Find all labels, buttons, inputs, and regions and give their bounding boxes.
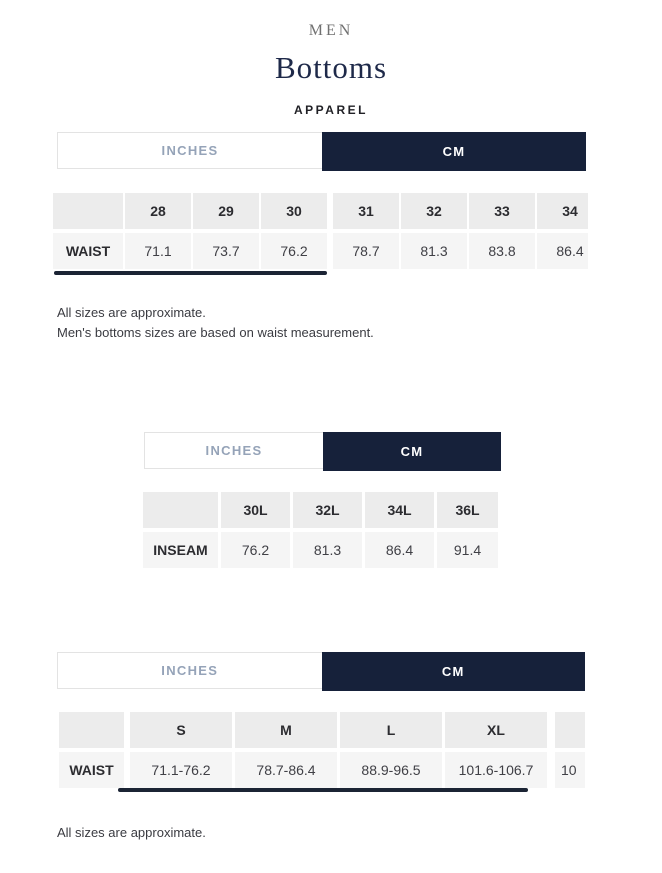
value-cell: 78.7 <box>333 233 399 269</box>
cm-tab-label: CM <box>441 664 465 679</box>
corner-cell <box>53 193 123 229</box>
column-header-cell: 30 <box>261 193 327 229</box>
cm-tab[interactable] <box>322 652 586 691</box>
column-header-cell: S <box>130 712 232 748</box>
horizontal-scrollbar[interactable] <box>54 271 327 275</box>
value-cell: 78.7-86.4 <box>235 752 337 788</box>
waist-size-table-viewport <box>53 193 588 269</box>
letter-size-table <box>59 712 585 788</box>
inches-tab-label: INCHES <box>161 663 219 678</box>
value-cell: 86.4 <box>537 233 588 269</box>
table-header-row <box>143 492 498 528</box>
unit-toggle-waist-sizes <box>57 132 586 169</box>
inches-tab-label: INCHES <box>205 443 263 458</box>
column-header-cell: XL <box>445 712 547 748</box>
table-data-row <box>143 532 498 568</box>
value-cell: 83.8 <box>469 233 535 269</box>
value-cell: 91.4 <box>437 532 498 568</box>
row-label-cell: WAIST <box>59 752 124 788</box>
table-data-row <box>53 233 588 269</box>
footnote-approximate: All sizes are approximate. <box>57 825 206 840</box>
value-cell: 71.1 <box>125 233 191 269</box>
value-cell: 73.7 <box>193 233 259 269</box>
column-header-cell: 29 <box>193 193 259 229</box>
row-label-cell: WAIST <box>53 233 123 269</box>
letter-size-table-viewport <box>59 712 585 788</box>
column-header-cell: 33 <box>469 193 535 229</box>
value-cell: 76.2 <box>261 233 327 269</box>
cm-tab[interactable] <box>322 132 586 171</box>
value-cell: 88.9-96.5 <box>340 752 442 788</box>
inseam-table <box>143 492 498 568</box>
category-eyebrow: MEN <box>308 22 354 39</box>
value-cell: 10 <box>555 752 585 788</box>
value-cell: 81.3 <box>401 233 467 269</box>
apparel-label: APPAREL <box>294 103 368 117</box>
table-header-row <box>53 193 588 229</box>
column-header-cell: L <box>340 712 442 748</box>
page-title: Bottoms <box>274 50 388 85</box>
footnote-waist-measurement: Men's bottoms sizes are based on waist measurement. <box>57 325 374 340</box>
inches-tab-label: INCHES <box>161 143 219 158</box>
value-cell: 76.2 <box>221 532 290 568</box>
table-header-row <box>59 712 585 748</box>
table-data-row <box>59 752 585 788</box>
cm-tab[interactable] <box>323 432 501 471</box>
row-label-cell: INSEAM <box>143 532 218 568</box>
column-header-cell <box>555 712 585 748</box>
cm-tab-label: CM <box>400 444 424 459</box>
value-cell: 101.6-106.7 <box>445 752 547 788</box>
column-header-cell: 32L <box>293 492 362 528</box>
column-header-cell: 30L <box>221 492 290 528</box>
column-header-cell: 28 <box>125 193 191 229</box>
waist-size-table <box>53 193 588 269</box>
cm-tab-label: CM <box>442 144 466 159</box>
value-cell: 86.4 <box>365 532 434 568</box>
footnotes-block <box>57 303 662 343</box>
inches-tab[interactable] <box>58 653 322 688</box>
column-header-cell: 36L <box>437 492 498 528</box>
column-header-cell: 31 <box>333 193 399 229</box>
value-cell: 81.3 <box>293 532 362 568</box>
column-header-cell: 34L <box>365 492 434 528</box>
value-cell: 71.1-76.2 <box>130 752 232 788</box>
horizontal-scrollbar[interactable] <box>118 788 528 792</box>
unit-toggle-inseam <box>144 432 501 469</box>
inches-tab[interactable] <box>58 133 322 168</box>
unit-toggle-letter-sizes <box>57 652 585 689</box>
footnote-approximate: All sizes are approximate. <box>57 305 206 320</box>
corner-cell <box>143 492 218 528</box>
inches-tab[interactable] <box>145 433 323 468</box>
corner-cell <box>59 712 124 748</box>
column-header-cell: 34 <box>537 193 588 229</box>
footnotes-block <box>57 823 662 843</box>
column-header-cell: 32 <box>401 193 467 229</box>
column-header-cell: M <box>235 712 337 748</box>
